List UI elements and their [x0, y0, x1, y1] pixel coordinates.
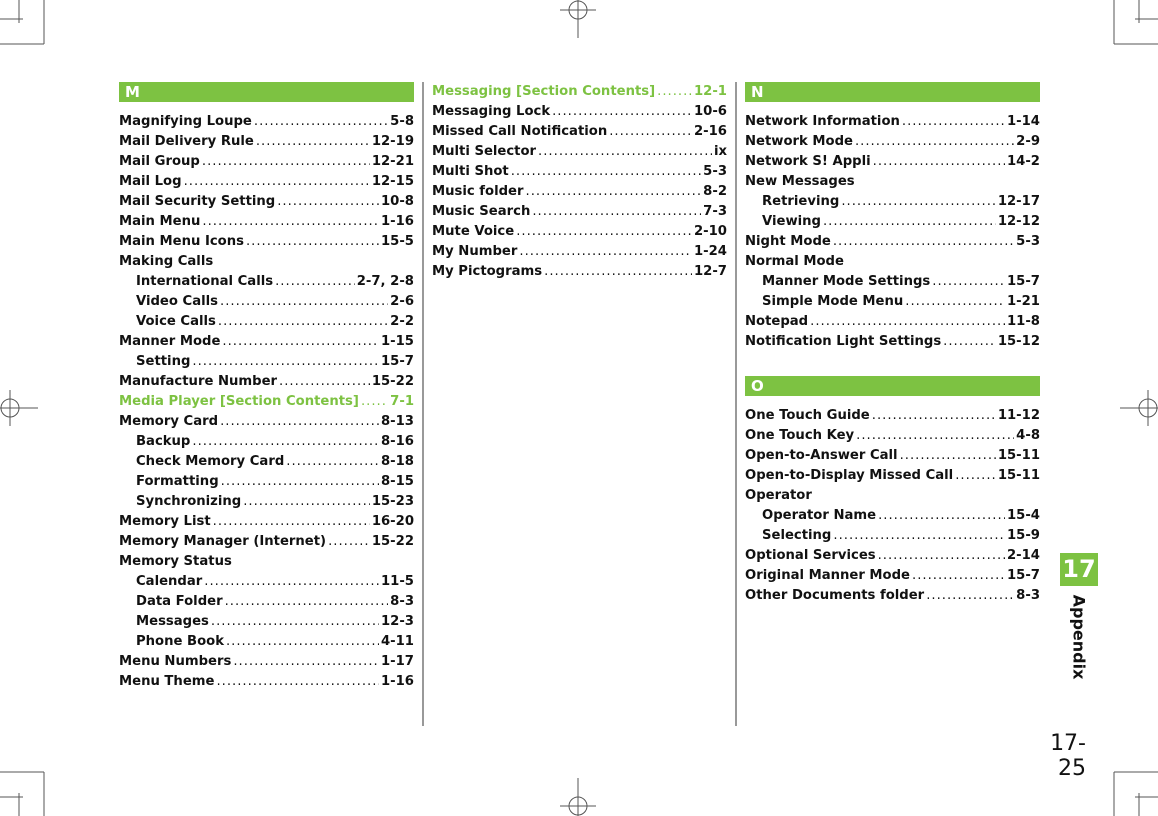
entry-page-ref: 4-8: [1016, 428, 1040, 443]
entry-page-ref: 1-24: [693, 244, 727, 259]
index-entry: [432, 202, 727, 222]
entry-label: Open-to-Answer Call: [745, 448, 898, 463]
entry-label: Normal Mode: [745, 254, 844, 269]
index-entry: [745, 132, 1040, 152]
index-entry: [119, 472, 414, 492]
entry-page-ref: 5-3: [1016, 234, 1040, 249]
entry-page-ref: 15-7: [380, 354, 414, 369]
dot-leader: [516, 222, 692, 242]
entry-label: Menu Theme: [119, 674, 215, 689]
index-entry: [119, 212, 414, 232]
index-entry: [119, 152, 414, 172]
dot-leader: [192, 352, 379, 372]
entry-label: Memory Card: [119, 414, 219, 429]
entry-page-ref: 2-10: [693, 224, 727, 239]
entry-label: Manner Mode: [119, 334, 221, 349]
index-entry: [432, 242, 727, 262]
entry-label: Music Search: [432, 204, 531, 219]
index-entry: [745, 486, 1040, 506]
index-entry: [119, 372, 414, 392]
index-entry: [119, 112, 414, 132]
entry-label: Check Memory Card: [136, 454, 285, 469]
index-entry: [119, 672, 414, 692]
dot-leader: [833, 232, 1014, 252]
entry-label: Retrieving: [762, 194, 840, 209]
entry-label: Memory Status: [119, 554, 232, 569]
entry-label: Backup: [136, 434, 191, 449]
index-entry: [745, 292, 1040, 312]
index-column-2: [432, 82, 727, 282]
index-entry: [745, 252, 1040, 272]
entry-page-ref: 8-2: [703, 184, 727, 199]
index-entry: [119, 192, 414, 212]
dot-leader: [243, 492, 370, 512]
index-entry: [745, 212, 1040, 232]
entry-page-ref: 1-16: [380, 674, 414, 689]
section-m-continued-entries: [432, 82, 727, 282]
index-entry: [119, 532, 414, 552]
entry-page-ref: 11-5: [380, 574, 414, 589]
entry-label: Magnifying Loupe: [119, 114, 252, 129]
index-entry: [119, 572, 414, 592]
section-header-m: M: [119, 82, 414, 102]
index-entry: [745, 566, 1040, 586]
dot-leader: [544, 262, 692, 282]
entry-page-ref: 11-12: [997, 408, 1040, 423]
entry-label: Synchronizing: [136, 494, 242, 509]
dot-leader: [213, 512, 370, 532]
entry-page-ref: 10-8: [380, 194, 414, 209]
section-n-entries: [745, 112, 1040, 352]
dot-leader: [184, 172, 370, 192]
entry-label: Media Player [Section Contents]: [119, 394, 359, 409]
dot-leader: [204, 572, 379, 592]
index-entry: [432, 222, 727, 242]
index-entry: [745, 312, 1040, 332]
section-header-o: O: [745, 376, 1040, 396]
index-entry: [432, 102, 727, 122]
dot-leader: [211, 612, 379, 632]
entry-page-ref: 2-9: [1016, 134, 1040, 149]
index-entry: [745, 192, 1040, 212]
index-entry: [432, 122, 727, 142]
entry-page-ref: 15-7: [1006, 274, 1040, 289]
entry-page-ref: 15-22: [371, 534, 414, 549]
index-entry: [745, 272, 1040, 292]
entry-label: Multi Shot: [432, 164, 509, 179]
index-entry: [119, 352, 414, 372]
entry-label: Voice Calls: [136, 314, 216, 329]
entry-label: Phone Book: [136, 634, 224, 649]
dot-leader: [202, 212, 379, 232]
entry-label: Open-to-Display Missed Call: [745, 468, 954, 483]
index-entry: [745, 526, 1040, 546]
index-entry: [119, 252, 414, 272]
index-entry: [745, 466, 1040, 486]
entry-page-ref: 1-14: [1006, 114, 1040, 129]
index-entry: [745, 506, 1040, 526]
dot-leader: [873, 152, 1005, 172]
entry-label: Viewing: [762, 214, 821, 229]
entry-label: Main Menu: [119, 214, 201, 229]
index-entry: [432, 142, 727, 162]
index-entry: [119, 592, 414, 612]
index-entry: [119, 392, 414, 412]
entry-label: Notepad: [745, 314, 809, 329]
entry-label: Network Mode: [745, 134, 853, 149]
entry-page-ref: 15-23: [371, 494, 414, 509]
dot-leader: [225, 592, 389, 612]
entry-page-ref: 8-3: [390, 594, 414, 609]
index-column-3: [745, 82, 1040, 606]
dot-leader: [361, 392, 388, 412]
index-entry: [119, 292, 414, 312]
dot-leader: [900, 446, 996, 466]
dot-leader: [216, 672, 379, 692]
dot-leader: [943, 332, 996, 352]
entry-label: Operator Name: [762, 508, 877, 523]
entry-page-ref: 8-18: [380, 454, 414, 469]
entry-label: Messages: [136, 614, 209, 629]
dot-leader: [256, 132, 370, 152]
dot-leader: [328, 532, 370, 552]
index-entry: [119, 512, 414, 532]
index-entry: [432, 182, 727, 202]
index-entry: [119, 272, 414, 292]
entry-page-ref: 15-4: [1006, 508, 1040, 523]
index-entry: [119, 232, 414, 252]
index-entry: [119, 652, 414, 672]
entry-page-ref: 1-21: [1006, 294, 1040, 309]
dot-leader: [532, 202, 701, 222]
index-entry: [119, 132, 414, 152]
dot-leader: [538, 142, 712, 162]
dot-leader: [657, 82, 692, 102]
dot-leader: [218, 312, 388, 332]
entry-label: Mail Log: [119, 174, 182, 189]
entry-label: Network Information: [745, 114, 900, 129]
entry-page-ref: 12-17: [997, 194, 1040, 209]
entry-label: Optional Services: [745, 548, 876, 563]
index-entry: [119, 432, 414, 452]
dot-leader: [905, 292, 1005, 312]
entry-page-ref: 2-14: [1006, 548, 1040, 563]
entry-page-ref: 5-3: [703, 164, 727, 179]
entry-page-ref: 15-5: [380, 234, 414, 249]
dot-leader: [275, 272, 355, 292]
dot-leader: [955, 466, 996, 486]
entry-label: Missed Call Notification: [432, 124, 608, 139]
entry-page-ref: 16-20: [371, 514, 414, 529]
entry-label: Messaging [Section Contents]: [432, 84, 656, 99]
entry-page-ref: ix: [713, 144, 727, 159]
entry-page-ref: 12-12: [997, 214, 1040, 229]
entry-page-ref: 7-1: [390, 394, 414, 409]
entry-label: Memory Manager (Internet): [119, 534, 327, 549]
dot-leader: [926, 586, 1014, 606]
dot-leader: [855, 132, 1014, 152]
entry-label: Night Mode: [745, 234, 831, 249]
entry-label: Original Manner Mode: [745, 568, 910, 583]
index-entry: [745, 152, 1040, 172]
index-entry: [745, 446, 1040, 466]
dot-leader: [552, 102, 692, 122]
entry-label: Multi Selector: [432, 144, 537, 159]
page-number: 17-25: [1050, 731, 1086, 781]
entry-page-ref: 1-17: [380, 654, 414, 669]
index-entry: [119, 172, 414, 192]
entry-label: Messaging Lock: [432, 104, 551, 119]
entry-label: Selecting: [762, 528, 832, 543]
entry-page-ref: 2-2: [390, 314, 414, 329]
dot-leader: [932, 272, 1005, 292]
entry-label: Setting: [136, 354, 191, 369]
dot-leader: [226, 632, 379, 652]
dot-leader: [833, 526, 1005, 546]
entry-label: Music folder: [432, 184, 524, 199]
index-entry: [119, 452, 414, 472]
index-entry: [119, 312, 414, 332]
entry-label: International Calls: [136, 274, 274, 289]
dot-leader: [192, 432, 379, 452]
entry-label: Mail Security Setting: [119, 194, 276, 209]
entry-page-ref: 14-2: [1006, 154, 1040, 169]
entry-page-ref: 5-8: [390, 114, 414, 129]
entry-label: Manner Mode Settings: [762, 274, 931, 289]
entry-label: Main Menu Icons: [119, 234, 244, 249]
entry-page-ref: 12-19: [371, 134, 414, 149]
dot-leader: [872, 406, 996, 426]
entry-page-ref: 7-3: [703, 204, 727, 219]
entry-label: Notification Light Settings: [745, 334, 942, 349]
chapter-label: Appendix: [1069, 594, 1089, 680]
dot-leader: [856, 426, 1014, 446]
index-entry: [432, 162, 727, 182]
entry-page-ref: 12-15: [371, 174, 414, 189]
dot-leader: [233, 652, 379, 672]
section-m-entries: [119, 112, 414, 692]
index-entry: [119, 632, 414, 652]
entry-label: New Messages: [745, 174, 855, 189]
index-entry: [119, 552, 414, 572]
dot-leader: [810, 312, 1005, 332]
entry-label: My Number: [432, 244, 518, 259]
entry-page-ref: 8-13: [380, 414, 414, 429]
dot-leader: [902, 112, 1005, 132]
entry-page-ref: 8-15: [380, 474, 414, 489]
entry-label: Making Calls: [119, 254, 214, 269]
dot-leader: [519, 242, 692, 262]
dot-leader: [823, 212, 996, 232]
entry-label: Mail Delivery Rule: [119, 134, 254, 149]
entry-label: Network S! Appli: [745, 154, 871, 169]
entry-page-ref: 12-3: [380, 614, 414, 629]
dot-leader: [511, 162, 701, 182]
entry-label: Video Calls: [136, 294, 218, 309]
chapter-number-tab: 17: [1060, 553, 1098, 586]
dot-leader: [220, 292, 388, 312]
dot-leader: [202, 152, 370, 172]
dot-leader: [609, 122, 692, 142]
dot-leader: [878, 506, 1005, 526]
index-entry: [745, 406, 1040, 426]
dot-leader: [841, 192, 995, 212]
index-entry: [119, 332, 414, 352]
dot-leader: [286, 452, 379, 472]
entry-page-ref: 2-6: [390, 294, 414, 309]
index-entry: [745, 546, 1040, 566]
index-entry: [119, 492, 414, 512]
index-entry: [745, 172, 1040, 192]
index-entry: [745, 426, 1040, 446]
entry-page-ref: 15-9: [1006, 528, 1040, 543]
entry-label: One Touch Key: [745, 428, 855, 443]
entry-page-ref: 12-1: [693, 84, 727, 99]
entry-page-ref: 15-11: [997, 448, 1040, 463]
entry-page-ref: 12-21: [371, 154, 414, 169]
dot-leader: [878, 546, 1005, 566]
entry-label: Operator: [745, 488, 812, 503]
entry-label: Mail Group: [119, 154, 200, 169]
entry-page-ref: 15-22: [371, 374, 414, 389]
index-entry: [432, 262, 727, 282]
section-header-n: N: [745, 82, 1040, 102]
entry-page-ref: 10-6: [693, 104, 727, 119]
entry-label: Menu Numbers: [119, 654, 232, 669]
index-entry: [745, 232, 1040, 252]
entry-label: My Pictograms: [432, 264, 543, 279]
entry-page-ref: 4-11: [380, 634, 414, 649]
entry-page-ref: 8-16: [380, 434, 414, 449]
entry-page-ref: 15-11: [997, 468, 1040, 483]
dot-leader: [912, 566, 1005, 586]
entry-label: Memory List: [119, 514, 211, 529]
index-entry: [745, 112, 1040, 132]
index-column-1: [119, 82, 414, 692]
dot-leader: [221, 472, 379, 492]
entry-page-ref: 11-8: [1006, 314, 1040, 329]
section-o-entries: [745, 406, 1040, 606]
entry-label: One Touch Guide: [745, 408, 870, 423]
entry-page-ref: 1-16: [380, 214, 414, 229]
entry-page-ref: 2-7, 2-8: [356, 274, 414, 289]
dot-leader: [279, 372, 370, 392]
entry-label: Calendar: [136, 574, 203, 589]
entry-page-ref: 15-7: [1006, 568, 1040, 583]
entry-page-ref: 2-16: [693, 124, 727, 139]
entry-label: Formatting: [136, 474, 219, 489]
entry-label: Manufacture Number: [119, 374, 278, 389]
entry-page-ref: 15-12: [997, 334, 1040, 349]
index-entry: [119, 412, 414, 432]
index-entry: [119, 612, 414, 632]
index-entry: [745, 586, 1040, 606]
dot-leader: [222, 332, 379, 352]
entry-label: Data Folder: [136, 594, 223, 609]
entry-label: Other Documents folder: [745, 588, 925, 603]
dot-leader: [526, 182, 702, 202]
dot-leader: [246, 232, 379, 252]
index-entry: [745, 332, 1040, 352]
dot-leader: [254, 112, 388, 132]
entry-label: Mute Voice: [432, 224, 515, 239]
entry-page-ref: 1-15: [380, 334, 414, 349]
dot-leader: [220, 412, 379, 432]
entry-label: Simple Mode Menu: [762, 294, 904, 309]
entry-page-ref: 8-3: [1016, 588, 1040, 603]
entry-page-ref: 12-7: [693, 264, 727, 279]
index-entry: [432, 82, 727, 102]
dot-leader: [277, 192, 379, 212]
